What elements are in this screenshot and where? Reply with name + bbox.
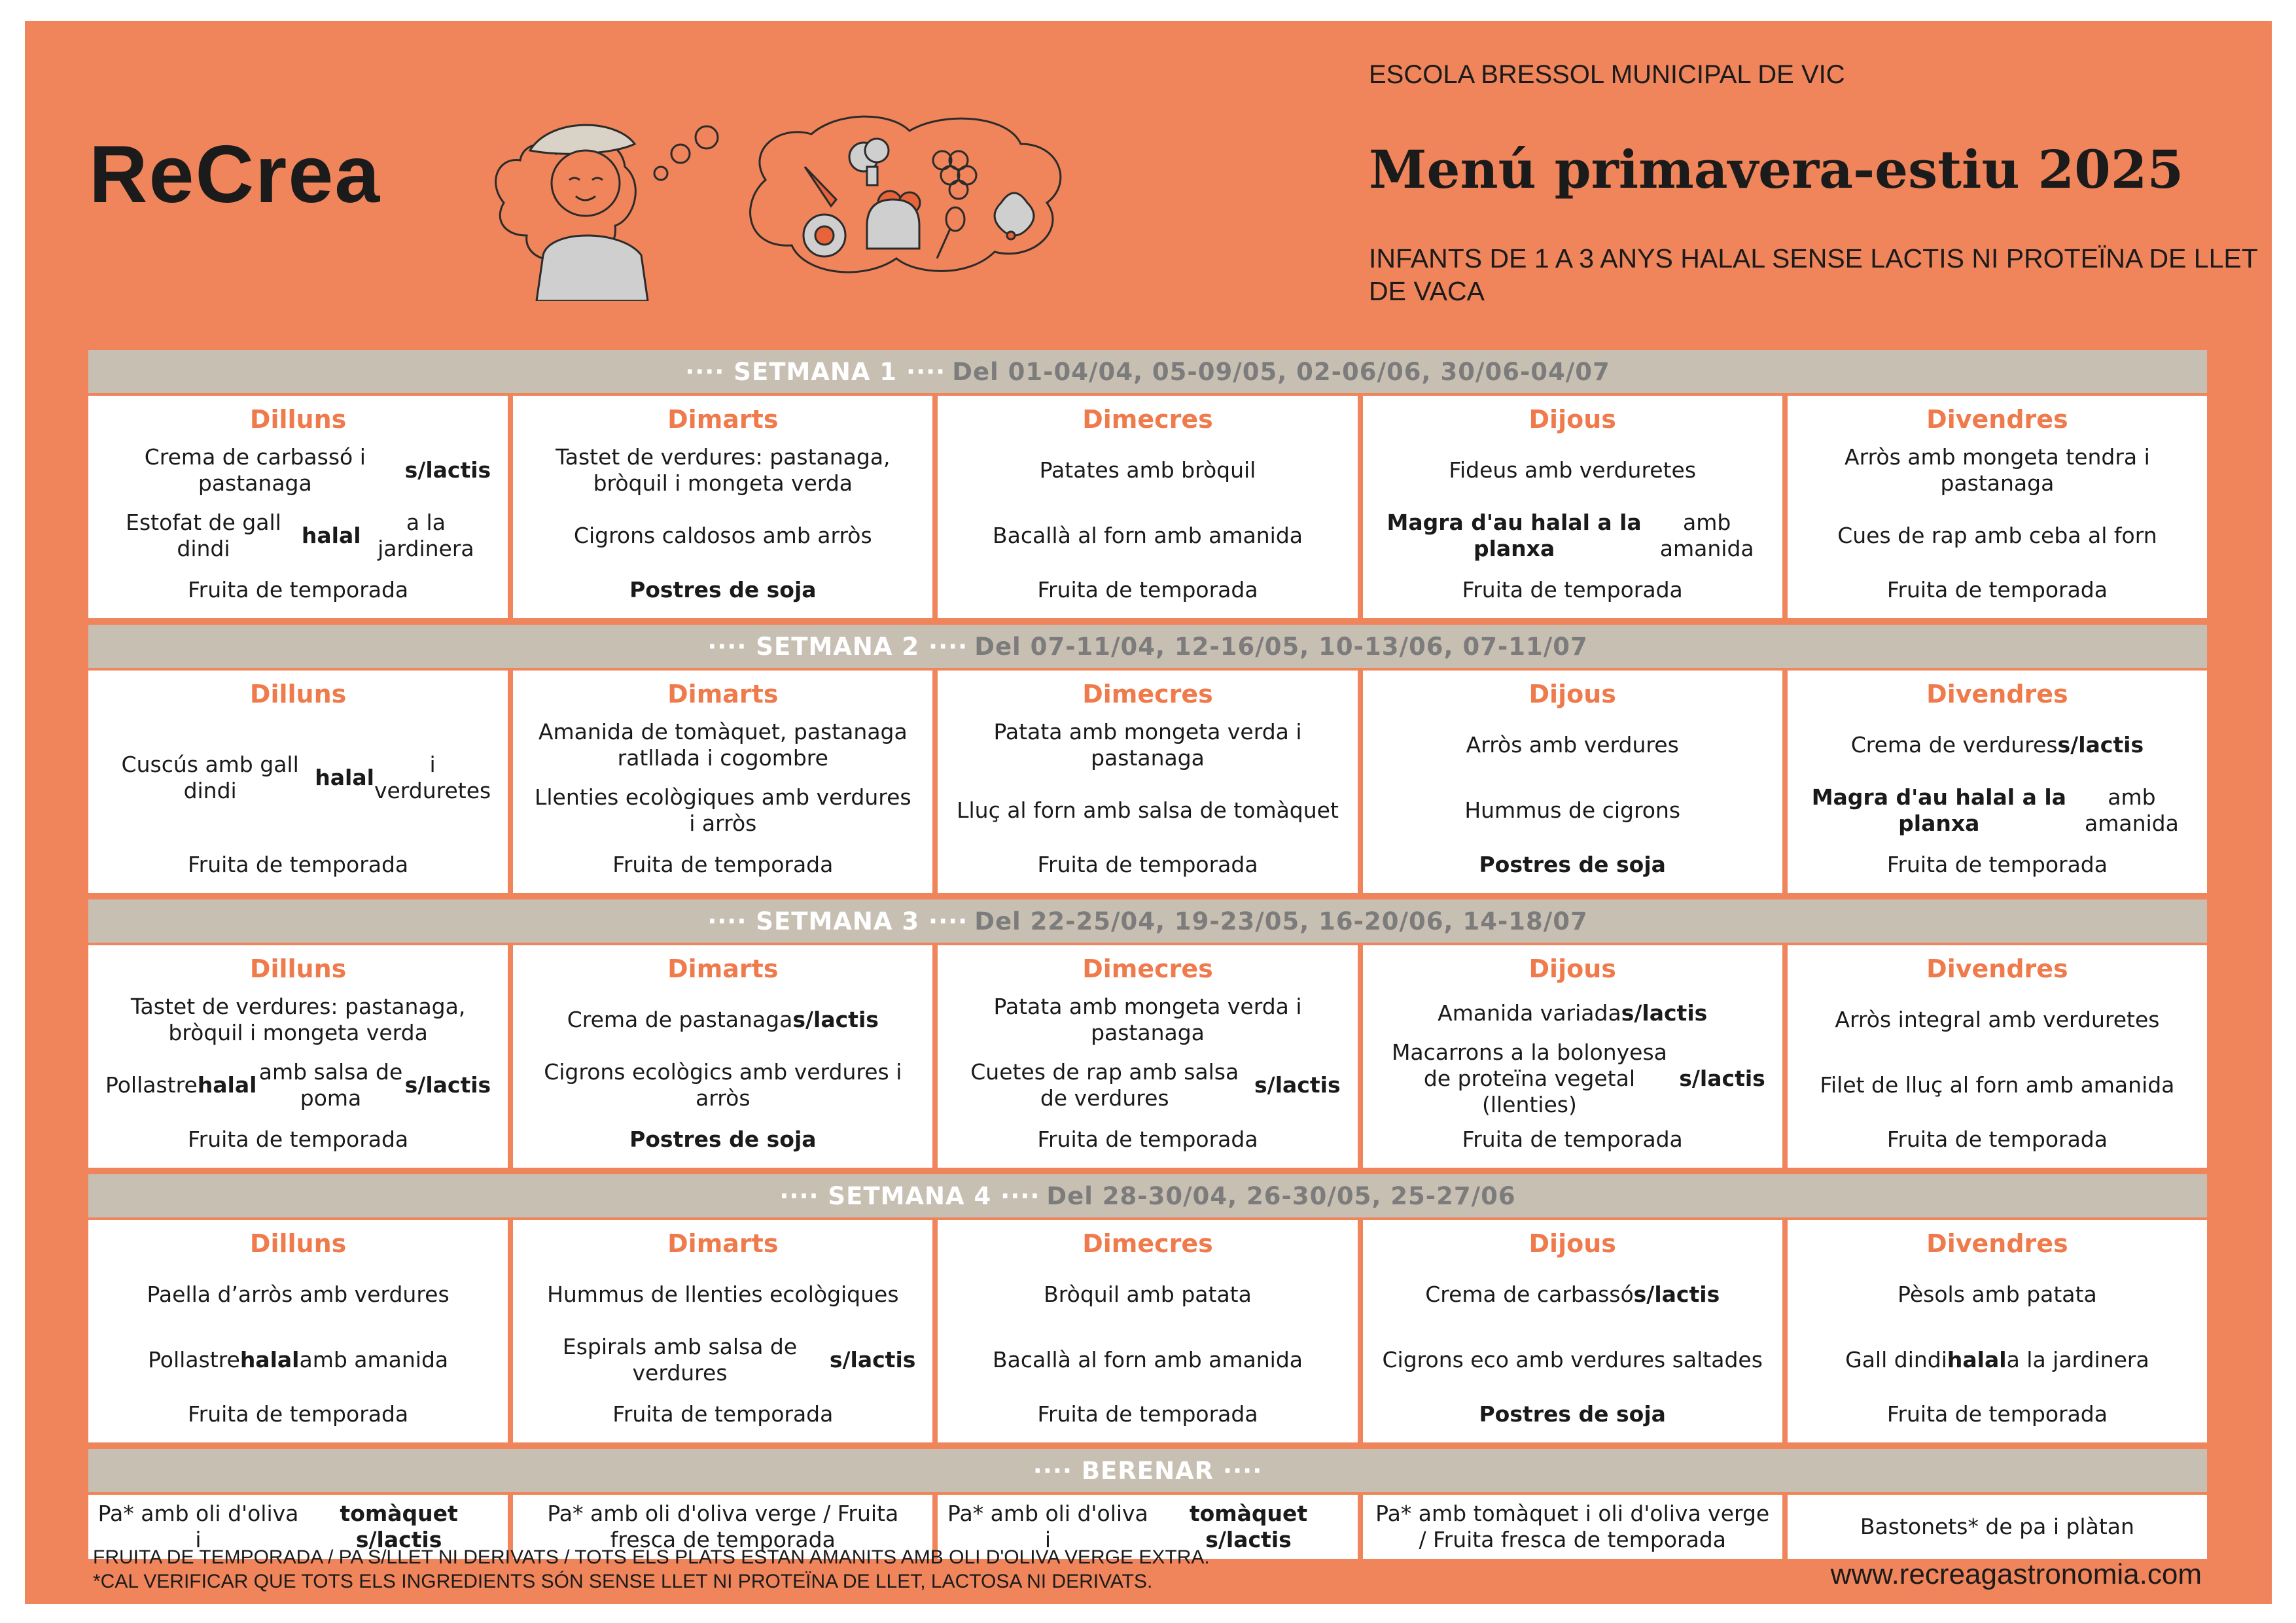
day-name: Dimarts <box>667 405 779 434</box>
dish-text: Fruita de temporada <box>1886 1126 2108 1152</box>
week-header <box>88 899 2207 943</box>
dish-item <box>944 712 1351 778</box>
dessert-item <box>944 843 1351 886</box>
day-cell <box>938 396 1357 618</box>
dish-text: Pa* amb oli d'oliva verge / Fruita fresca de temporada <box>547 1501 899 1552</box>
day-name: Dimecres <box>1082 405 1213 434</box>
dessert-item <box>95 843 501 886</box>
website-link[interactable]: www.recreagastronomia.com <box>1830 1558 2202 1590</box>
day-cell <box>1788 1220 2207 1442</box>
week-grid <box>88 671 2207 893</box>
dish-text: Fruita de temporada <box>1886 577 2108 602</box>
day-name: Dijous <box>1528 680 1616 708</box>
dish-text: Espirals amb salsa de verdures <box>562 1334 798 1386</box>
chef-thinking-illustration <box>484 105 1256 301</box>
week-label: ···· SETMANA 4 ···· <box>779 1181 1040 1210</box>
day-cell <box>1788 396 2207 618</box>
day-name: Dilluns <box>249 680 347 708</box>
dish-text: Pa* amb oli d'oliva i <box>947 1501 1148 1552</box>
dish-bold-text: s/lactis <box>1621 1000 1708 1026</box>
day-cell <box>88 671 508 893</box>
dessert-item <box>520 1118 926 1161</box>
dish-text: Fruita de temporada <box>612 852 834 877</box>
dish-item <box>520 1262 926 1327</box>
menu-subtitle: INFANTS DE 1 A 3 ANYS HALAL SENSE LACTIS NI PROTEÏNA DE LLET DE VACA <box>1369 243 2258 306</box>
dish-item <box>95 1262 501 1327</box>
dish-text: Pa* amb oli d'oliva i <box>97 1501 299 1552</box>
dish-text: Crema de carbassó i pastanaga <box>144 444 366 496</box>
day-name: Divendres <box>1926 680 2068 708</box>
dish-text: Pollastre <box>105 1072 198 1098</box>
day-name: Dimarts <box>667 680 779 708</box>
dish-bold-text: s/lactis <box>1254 1072 1341 1098</box>
day-cell <box>1788 671 2207 893</box>
dish-bold-text: Postres de soja <box>629 1126 817 1152</box>
dessert-item <box>944 1118 1351 1161</box>
dish-item <box>520 1327 926 1393</box>
dish-item <box>944 778 1351 843</box>
dish-text: Fruita de temporada <box>1037 1401 1258 1427</box>
dish-text: Tastet de verdures: pastanaga, bròquil i mongeta verda <box>130 994 466 1045</box>
dish-bold-text: Magra d'au halal a la planxa <box>1386 510 1642 561</box>
day-cell <box>88 1220 508 1442</box>
dish-text: Hummus de llenties ecològiques <box>547 1282 899 1307</box>
dish-text: Paella d’arròs amb verdures <box>147 1282 450 1307</box>
day-cell <box>1363 1220 1782 1442</box>
snack-item <box>1363 1495 1782 1559</box>
week-label: ···· SETMANA 1 ···· <box>685 357 946 386</box>
dish-text: Bastonets* de pa i plàtan <box>1860 1514 2134 1539</box>
dish-bold-text: s/lactis <box>404 457 491 483</box>
dish-text: Fruita de temporada <box>188 1126 409 1152</box>
day-name: Divendres <box>1926 954 2068 983</box>
dessert-item <box>1794 1118 2200 1161</box>
menu-table <box>88 350 2207 1559</box>
dish-text: Fruita de temporada <box>1462 577 1683 602</box>
dish-text: Patates amb bròquil <box>1039 457 1256 483</box>
dish-item <box>1369 1039 1776 1118</box>
dish-item <box>1369 712 1776 778</box>
day-cell <box>88 945 508 1168</box>
dessert-item <box>1369 843 1776 886</box>
dish-text: Bròquil amb patata <box>1044 1282 1252 1307</box>
snack-header: ···· BERENAR ···· <box>88 1449 2207 1492</box>
dish-item <box>1794 1327 2200 1393</box>
dish-item <box>944 1262 1351 1327</box>
dish-item <box>1794 503 2200 568</box>
dish-text: Fruita de temporada <box>1886 852 2108 877</box>
day-cell <box>513 396 932 618</box>
dessert-item <box>95 1393 501 1436</box>
dessert-item <box>520 1393 926 1436</box>
dish-text: Pèsols amb patata <box>1898 1282 2097 1307</box>
dish-item <box>95 503 501 568</box>
dish-text: Lluç al forn amb salsa de tomàquet <box>957 797 1339 823</box>
snack-item <box>1788 1495 2207 1559</box>
dish-text: Crema de verdures <box>1850 732 2058 758</box>
dish-text: Crema de carbassó <box>1425 1282 1634 1307</box>
day-name: Dilluns <box>249 1229 347 1258</box>
dish-text: amb amanida <box>2084 784 2179 836</box>
dish-item <box>520 712 926 778</box>
dish-text: Macarrons a la bolonyesa de proteïna vegetal (llenties) <box>1391 1039 1667 1117</box>
dish-item <box>944 503 1351 568</box>
day-name: Dijous <box>1528 405 1616 434</box>
dessert-item <box>95 1118 501 1161</box>
week-label: ···· SETMANA 3 ···· <box>707 907 968 935</box>
week-gap <box>88 618 2207 625</box>
dish-text: Estofat de gall dindi <box>126 510 281 561</box>
day-name: Dimecres <box>1082 954 1213 983</box>
dish-text: Fruita de temporada <box>188 577 409 602</box>
dish-text: Fruita de temporada <box>188 852 409 877</box>
dish-text: Fruita de temporada <box>1037 852 1258 877</box>
week-gap <box>88 1168 2207 1174</box>
menu-title: Menú primavera-estiu 2025 <box>1369 139 2184 200</box>
dish-text: Tastet de verdures: pastanaga, bròquil i mongeta verda <box>556 444 891 496</box>
dish-text: Fruita de temporada <box>1462 1126 1683 1152</box>
day-cell <box>1363 671 1782 893</box>
dish-item <box>95 712 501 843</box>
dish-text: Llenties ecològiques amb verdures i arròs <box>534 784 911 836</box>
dish-item <box>95 438 501 503</box>
dish-bold-text: tomàquet s/lactis <box>1189 1501 1308 1552</box>
dessert-item <box>944 568 1351 612</box>
dish-text: Fruita de temporada <box>188 1401 409 1427</box>
recrea-logo: ReCrea <box>89 130 381 220</box>
day-name: Divendres <box>1926 405 2068 434</box>
dish-bold-text: halal <box>301 523 361 548</box>
footer-note-1: FRUITA DE TEMPORADA / PA S/LLET NI DERIVATS / TOTS ELS PLATS ESTAN AMANITS AMB OLI D'OLIVA VERGE EXTRA. <box>93 1546 1210 1568</box>
dessert-item <box>95 568 501 612</box>
week-header <box>88 625 2207 668</box>
dish-item <box>520 438 926 503</box>
day-cell <box>938 1220 1357 1442</box>
dish-text: amb amanida <box>1659 510 1754 561</box>
dish-text: Arròs amb mongeta tendra i pastanaga <box>1845 444 2150 496</box>
dish-bold-text: halal <box>239 1347 300 1372</box>
dish-text: Cuscús amb gall dindi <box>121 752 299 803</box>
dish-bold-text: Magra d'au halal a la planxa <box>1811 784 2066 836</box>
dish-text: i verduretes <box>374 752 491 803</box>
dessert-item <box>1794 1393 2200 1436</box>
day-name: Dilluns <box>249 405 347 434</box>
dish-item <box>520 987 926 1053</box>
dish-bold-text: s/lactis <box>404 1072 491 1098</box>
dish-item <box>95 1327 501 1393</box>
day-cell <box>513 945 932 1168</box>
dish-text: Arròs amb verdures <box>1466 732 1679 758</box>
day-cell <box>938 945 1357 1168</box>
dish-item <box>944 987 1351 1053</box>
dish-bold-text: s/lactis <box>1633 1282 1720 1307</box>
dish-text: Amanida de tomàquet, pastanaga ratllada i cogombre <box>538 719 908 771</box>
dish-bold-text: halal <box>1947 1347 2007 1372</box>
dish-text: Pa* amb tomàquet i oli d'oliva verge / Fruita fresca de temporada <box>1375 1501 1770 1552</box>
dish-text: Fruita de temporada <box>612 1401 834 1427</box>
week-header <box>88 350 2207 393</box>
dish-item <box>1369 1327 1776 1393</box>
dish-text: Hummus de cigrons <box>1464 797 1681 823</box>
dessert-item <box>1794 568 2200 612</box>
dish-item <box>1794 1053 2200 1118</box>
dessert-item <box>1369 1393 1776 1436</box>
day-name: Dilluns <box>249 954 347 983</box>
dish-bold-text: Postres de soja <box>1479 1401 1666 1427</box>
footer-notes <box>93 1545 1210 1594</box>
day-name: Divendres <box>1926 1229 2068 1258</box>
dish-item <box>520 1053 926 1118</box>
dish-item <box>1794 778 2200 843</box>
dessert-item <box>520 843 926 886</box>
dessert-item <box>1794 843 2200 886</box>
dish-item <box>1369 987 1776 1039</box>
day-cell <box>1788 945 2207 1168</box>
dish-bold-text: s/lactis <box>2057 732 2144 758</box>
day-cell <box>1363 396 1782 618</box>
dish-bold-text: halal <box>197 1072 257 1098</box>
dish-text: Crema de pastanaga <box>567 1007 793 1032</box>
dish-text: a la jardinera <box>2006 1347 2149 1372</box>
dish-text: Gall dindi <box>1845 1347 1947 1372</box>
dish-bold-text: Postres de soja <box>629 577 817 602</box>
week-gap <box>88 893 2207 899</box>
dish-text: Fruita de temporada <box>1037 1126 1258 1152</box>
dish-text: Patata amb mongeta verda i pastanaga <box>993 719 1302 771</box>
dish-item <box>1794 987 2200 1053</box>
dish-text: Bacallà al forn amb amanida <box>993 523 1303 548</box>
week-dates: Del 22-25/04, 19-23/05, 16-20/06, 14-18/07 <box>974 907 1588 935</box>
dish-item <box>1794 1262 2200 1327</box>
dessert-item <box>944 1393 1351 1436</box>
week-label: ···· SETMANA 2 ···· <box>707 632 968 661</box>
dish-text: Cigrons eco amb verdures saltades <box>1382 1347 1763 1372</box>
dish-item <box>944 1053 1351 1118</box>
day-cell <box>513 1220 932 1442</box>
day-name: Dijous <box>1528 1229 1616 1258</box>
day-name: Dimecres <box>1082 680 1213 708</box>
day-name: Dimecres <box>1082 1229 1213 1258</box>
snack-gap <box>88 1442 2207 1449</box>
school-name: ESCOLA BRESSOL MUNICIPAL DE VIC <box>1369 60 1845 89</box>
dish-text: Cigrons caldosos amb arròs <box>573 523 872 548</box>
dish-text: Fruita de temporada <box>1037 577 1258 602</box>
dish-item <box>95 987 501 1053</box>
day-name: Dimarts <box>667 1229 779 1258</box>
dish-text: Cuetes de rap amb salsa de verdures <box>970 1059 1239 1111</box>
dessert-item <box>1369 568 1776 612</box>
dish-text: Fruita de temporada <box>1886 1401 2108 1427</box>
dish-item <box>1369 778 1776 843</box>
dish-bold-text: s/lactis <box>792 1007 879 1032</box>
dish-item <box>95 1053 501 1118</box>
dish-bold-text: tomàquet s/lactis <box>340 1501 458 1552</box>
dish-text: Bacallà al forn amb amanida <box>993 1347 1303 1372</box>
dish-text: a la jardinera <box>378 510 474 561</box>
dish-text: amb amanida <box>299 1347 449 1372</box>
dish-text: amb salsa de poma <box>258 1059 403 1111</box>
day-name: Dimarts <box>667 954 779 983</box>
week-dates: Del 28-30/04, 26-30/05, 25-27/06 <box>1046 1181 1516 1210</box>
week-header <box>88 1174 2207 1217</box>
day-cell <box>938 671 1357 893</box>
dish-text: Cigrons ecològics amb verdures i arròs <box>544 1059 902 1111</box>
dish-item <box>1369 1262 1776 1327</box>
week-dates: Del 01-04/04, 05-09/05, 02-06/06, 30/06-04/07 <box>952 357 1610 386</box>
dish-bold-text: halal <box>315 765 374 790</box>
dessert-item <box>1369 1118 1776 1161</box>
dish-item <box>520 503 926 568</box>
week-grid <box>88 396 2207 618</box>
dish-text: Amanida variada <box>1438 1000 1621 1026</box>
dish-item <box>1369 438 1776 503</box>
dish-text: Fideus amb verduretes <box>1449 457 1697 483</box>
dish-item <box>1369 503 1776 568</box>
day-name: Dijous <box>1528 954 1616 983</box>
week-grid <box>88 1220 2207 1442</box>
day-cell <box>513 671 932 893</box>
dish-text: Patata amb mongeta verda i pastanaga <box>993 994 1302 1045</box>
dish-bold-text: Postres de soja <box>1479 852 1666 877</box>
dessert-item <box>520 568 926 612</box>
week-grid <box>88 945 2207 1168</box>
dish-item <box>1794 438 2200 503</box>
week-dates: Del 07-11/04, 12-16/05, 10-13/06, 07-11/07 <box>974 632 1588 661</box>
dish-text: Arròs integral amb verduretes <box>1835 1007 2160 1032</box>
dish-item <box>944 438 1351 503</box>
dish-text: Filet de lluç al forn amb amanida <box>1820 1072 2175 1098</box>
dish-item <box>520 778 926 843</box>
dish-text: Cues de rap amb ceba al forn <box>1837 523 2157 548</box>
dish-text: Pollastre <box>148 1347 240 1372</box>
dish-bold-text: s/lactis <box>829 1347 916 1372</box>
day-cell <box>1363 945 1782 1168</box>
footer-note-2: *CAL VERIFICAR QUE TOTS ELS INGREDIENTS SÓN SENSE LLET NI PROTEÏNA DE LLET, LACTOSA NI DERIVATS. <box>93 1571 1153 1592</box>
dish-item <box>944 1327 1351 1393</box>
dish-item <box>1794 712 2200 778</box>
dish-bold-text: s/lactis <box>1679 1066 1765 1091</box>
day-cell <box>88 396 508 618</box>
